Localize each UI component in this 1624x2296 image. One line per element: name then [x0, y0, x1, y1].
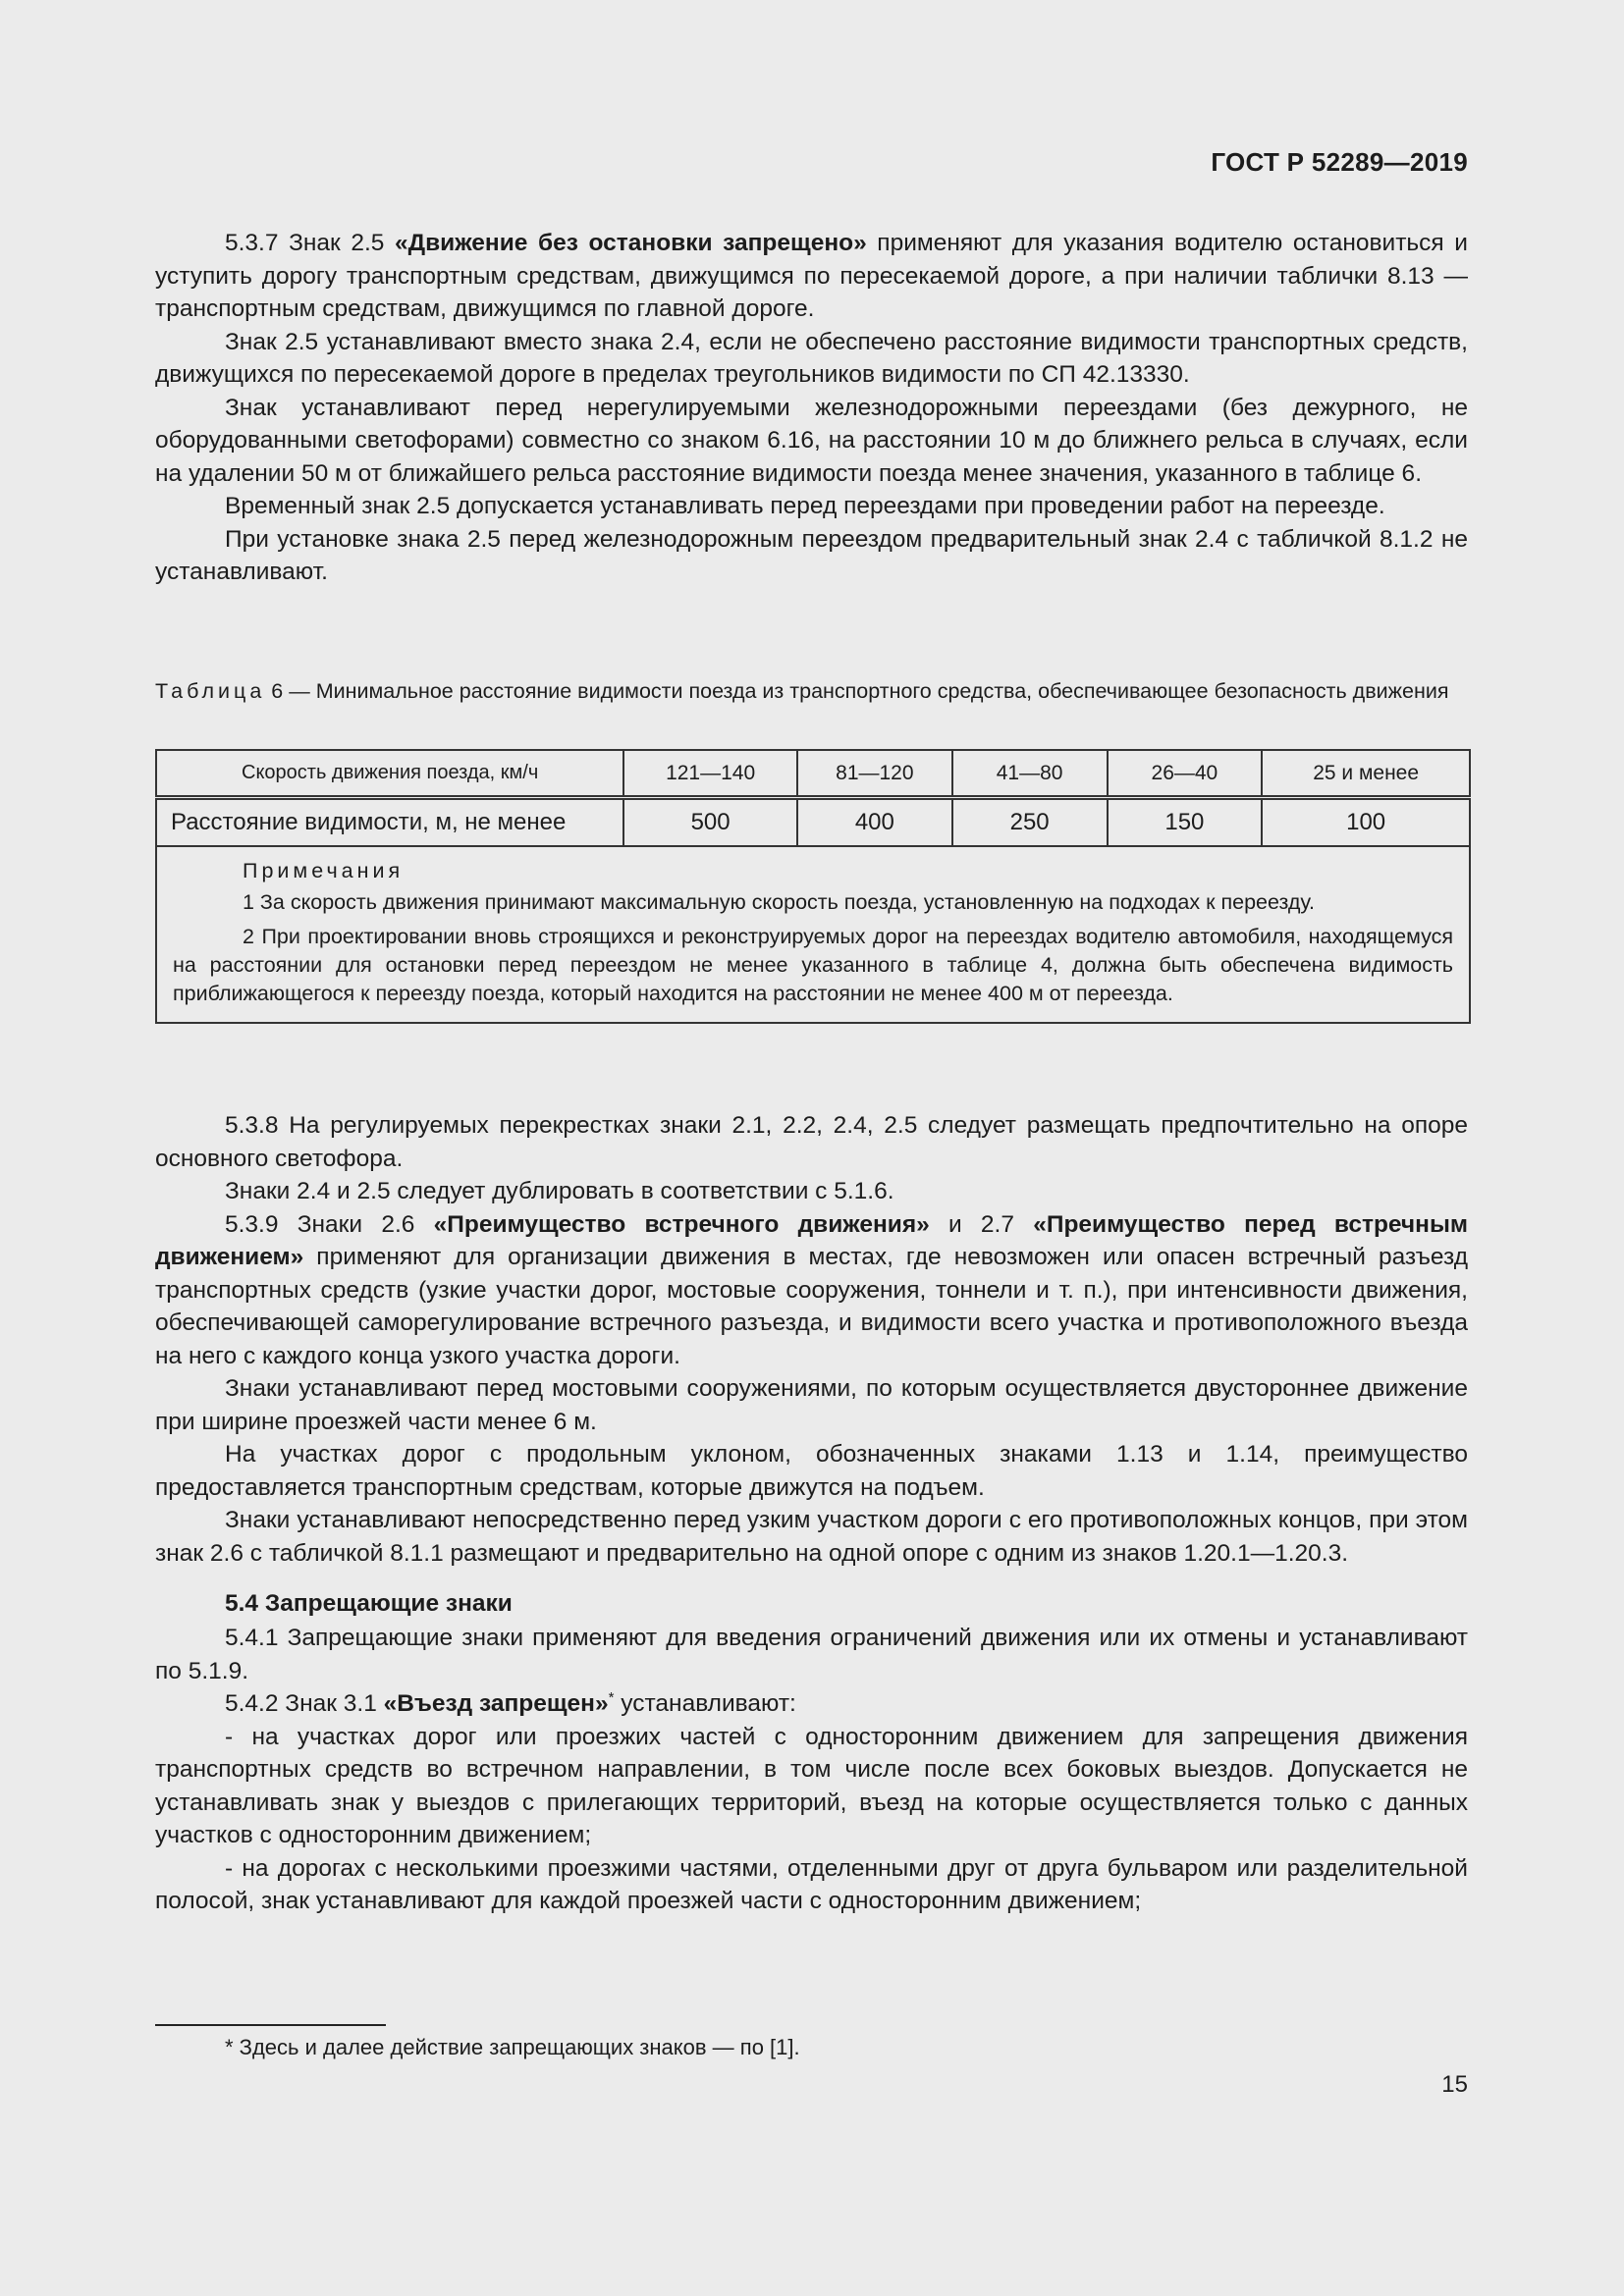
notes-title: Примечания: [243, 859, 405, 882]
table-title: 6 — Минимальное расстояние видимости поезда из транспортного средства, обеспечивающее безопасность движения: [265, 679, 1449, 703]
sign-name: «Движение без остановки запрещено»: [395, 230, 867, 256]
paragraph: [155, 227, 1468, 326]
paragraph: Знаки устанавливают перед мостовыми сооружениями, по которым осуществляется двустороннее движение при ширине проезжей части менее 6 м.: [155, 1375, 1468, 1435]
table-row: [156, 798, 1470, 847]
footnote-divider: [155, 2024, 386, 2026]
table-notes-row: [156, 846, 1470, 1023]
paragraph: [155, 1208, 1468, 1373]
value-cell: 250: [952, 798, 1108, 847]
table-label: Таблица: [155, 679, 266, 703]
sign-name: «Въезд запрещен»: [383, 1690, 609, 1717]
paragraph: Знаки 2.4 и 2.5 следует дублировать в соответствии с 5.1.6.: [225, 1178, 894, 1204]
text: 5.3.7 Знак 2.5: [225, 230, 396, 256]
text: и 2.7: [929, 1210, 1034, 1238]
value-cell: 500: [623, 798, 797, 847]
paragraph: На участках дорог с продольным уклоном, обозначенных знаками 1.13 и 1.14, преимущество предоставляется транспортным средствам, которые движутся на подъем.: [155, 1441, 1468, 1501]
paragraph: Временный знак 2.5 допускается устанавливать перед переездами при проведении работ на переезде.: [225, 493, 1385, 519]
text: применяют для указания водителю остановиться и уступить дорогу транспортным средствам, движущимся по пересекаемой дороге, а при наличии таблички 8.13 — транспортным средствам, движущимся по главной дороге.: [155, 230, 1468, 322]
table-header-row: [156, 750, 1470, 798]
table-6: [155, 749, 1471, 1024]
paragraph: Знаки устанавливают непосредственно перед узким участком дороги с его противоположных концов, при этом знак 2.6 с табличкой 8.1.1 размещают и предварительно на одной опоре с одним из знаков 1.20.1—1.20.3.: [155, 1507, 1468, 1567]
footnote-marker: *: [608, 1688, 615, 1706]
value-cell: 150: [1108, 798, 1263, 847]
sign-name: «Преимущество перед встречным движением»: [155, 1210, 1469, 1270]
notes-cell: [156, 846, 1470, 1023]
header-cell: 25 и менее: [1262, 750, 1470, 798]
section-5-3-8-5-3-9: [155, 1109, 1468, 1621]
text: применяют для организации движения в местах, где невозможен или опасен встречный разъезд транспортных средств (узкие участки дорог, мостовые сооружения, тоннели и т. п.), при интенсивности движения, обеспечивающей саморегулирование встречного разъезда, и видимости всего участка и противоположного въезда на него с каждого конца узкого участка дороги.: [155, 1244, 1468, 1369]
text: устанавливают:: [614, 1690, 796, 1717]
paragraph: Знак устанавливают перед нерегулируемыми железнодорожными переездами (без дежурного, не оборудованными светофорами) совместно со знаком 6.16, на расстоянии 10 м до ближнего рельса в случаях, если на удалении 50 м от ближайшего рельса расстояние видимости поезда менее значения, указанного в таблице 6.: [155, 394, 1468, 487]
header-cell: 81—120: [797, 750, 952, 798]
table-caption: [155, 677, 1468, 706]
section-5-4: [155, 1622, 1468, 1918]
paragraph: [155, 1687, 1468, 1721]
value-cell: 100: [1262, 798, 1470, 847]
value-cell: 400: [797, 798, 952, 847]
page-number: 15: [1441, 2071, 1468, 2098]
paragraph: 5.4.1 Запрещающие знаки применяют для введения ограничений движения или их отмены и устанавливают по 5.1.9.: [155, 1625, 1468, 1684]
note: 1 За скорость движения принимают максимальную скорость поезда, установленную на подходах к переезду.: [243, 890, 1315, 914]
note: 2 При проектировании вновь строящихся и реконструируемых дорог на переездах водителю автомобиля, находящемуся на расстоянии для остановки перед переездом не менее указанного в таблице 4, должна быть обеспечена видимость приближающегося к переезду поезда, который находится на расстоянии не менее 400 м от переезда.: [173, 925, 1453, 1005]
text: 5.4.2 Знак 3.1: [225, 1690, 384, 1717]
sign-name: «Преимущество встречного движения»: [433, 1210, 930, 1238]
row-label-cell: Расстояние видимости, м, не менее: [156, 798, 623, 847]
paragraph: При установке знака 2.5 перед железнодорожным переездом предварительный знак 2.4 с табличкой 8.1.2 не устанавливают.: [155, 525, 1468, 585]
paragraph: Знак 2.5 устанавливают вместо знака 2.4, если не обеспечено расстояние видимости транспортных средств, движущихся по пересекаемой дороге в пределах треугольников видимости по СП 42.13330.: [155, 328, 1468, 388]
header-cell: 121—140: [623, 750, 797, 798]
paragraph: 5.3.8 На регулируемых перекрестках знаки 2.1, 2.2, 2.4, 2.5 следует размещать предпочтительно на опоре основного светофора.: [155, 1112, 1468, 1172]
text: 5.3.9 Знаки 2.6: [225, 1210, 434, 1238]
list-item: - на дорогах с несколькими проезжими частями, отделенными друг от друга бульваром или разделительной полосой, знак устанавливают для каждой проезжей части с односторонним движением;: [155, 1854, 1468, 1914]
section-heading: 5.4 Запрещающие знаки: [225, 1590, 513, 1617]
footnote: * Здесь и далее действие запрещающих знаков — по [1].: [225, 2035, 800, 2059]
header-cell: Скорость движения поезда, км/ч: [156, 750, 623, 798]
list-item: - на участках дорог или проезжих частей с односторонним движением для запрещения движения транспортных средств во встречном направлении, в том числе после всех боковых выездов. Допускается не устанавливать знак у выездов с прилегающих территорий, въезд на которые осуществляется только с данных участков с односторонним движением;: [155, 1723, 1468, 1848]
document-code: ГОСТ Р 52289—2019: [1211, 147, 1468, 177]
section-5-3-7: [155, 227, 1468, 589]
header-cell: 26—40: [1108, 750, 1263, 798]
header-cell: 41—80: [952, 750, 1108, 798]
